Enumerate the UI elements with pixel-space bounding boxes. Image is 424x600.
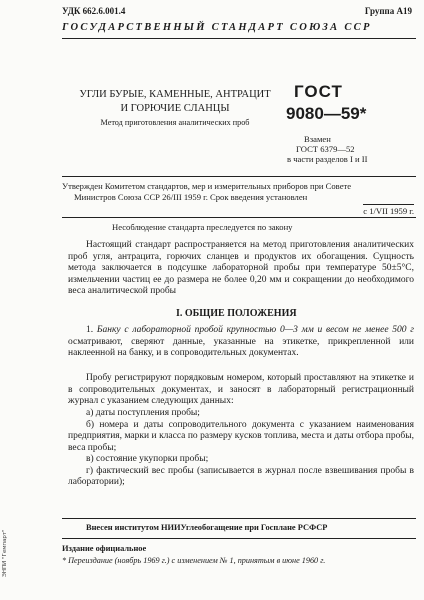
gost-number: 9080—59* [286,104,367,123]
title-line-2: И ГОРЮЧИЕ СЛАНЦЫ [120,103,230,114]
list-item-v: в) состояние укупорки пробы; [86,454,209,464]
title-line-1: УГЛИ БУРЫЕ, КАМЕННЫЕ, АНТРАЦИТ [79,89,271,100]
approval-line-1: Утвержден Комитетом стандартов, мер и измерительных приборов при Совете [62,181,352,191]
paragraph-1-number: 1. [86,325,94,335]
institute-note: Внесен институтом НИИУглеобогащение при Госплане РСФСР [86,523,328,532]
paragraph-2-text: Пробу регистрируют порядковым номером, который проставляют на этикетке и в сопроводительных документах, и заносят в лабораторный регистрационный журнал с указанием следующих данных: [68,373,414,406]
legal-note: Несоблюдение стандарта преследуется по закону [112,222,293,232]
title-block [70,88,280,130]
list-item-a: а) даты поступления пробы; [86,408,200,418]
intro-paragraph [68,240,414,298]
approval-rule [62,217,416,218]
list-item-b: б) номера и даты сопроводительного документа с указанием наименования предприятия, марки и класса по размеру кусков топлива, места и даты отбора пробы, веса пробы; [68,419,414,453]
header-rule [62,38,416,39]
udk-code: УДК 662.6.001.4 [62,6,126,16]
state-standard-banner: ГОСУДАРСТВЕННЫЙ СТАНДАРТ СОЮЗА ССР [62,22,372,33]
paragraph-1-rest: осматривают, сверяют данные, указанные на этикетке, прикрепленной или наклеенной на банку, и в сопроводительных документах. [68,336,414,358]
reprint-note: * Переиздание (ноябрь 1969 г.) с изменением № 1, принятым в июне 1960 г. [62,556,326,565]
approval-line-2: Министров Союза ССР 26/III 1959 г. Срок введения установлен [74,192,308,202]
section-1-paragraph-1 [68,325,414,360]
replaces-number: ГОСТ 6379—52 [296,144,355,154]
approval-date: с 1/VII 1959 г. [363,206,414,216]
gost-label: ГОСТ [294,82,343,101]
list-item-g: г) фактический вес пробы (записывается в журнал после взвешивания пробы в лаборатории); [68,465,414,487]
footer-rule [62,518,416,519]
title-rule [62,176,416,177]
registration-list [68,408,414,489]
group-code: Группа А19 [364,6,412,16]
replaces-scope: в части разделов I и II [287,154,368,164]
official-edition: Издание официальное [62,544,147,553]
section-1-heading: I. ОБЩИЕ ПОЛОЖЕНИЯ [176,308,297,319]
replaces-label: Взамен [304,134,331,144]
title-subtitle: Метод приготовления аналитических проб [100,118,250,127]
side-stamp: ЭНПИ "Гемпарт" [2,529,8,577]
intro-text: Настоящий стандарт распространяется на метод приготовления аналитических проб угля, антрацита, горючих сланцев и продуктов их обогащения. Сущность метода заключается в подсушке лабораторной пробы при температуре 50±5°C, измельчении частиц ее до размера не более 0,20 мм и сокращении до необходимого веса аналитической пробы [68,240,414,296]
section-1-paragraph-2 [68,373,414,408]
paragraph-1-italic: Банку с лабораторной пробой крупностью 0—3 мм и весом не менее 500 г [96,325,415,335]
footer-rule-2 [62,538,416,539]
